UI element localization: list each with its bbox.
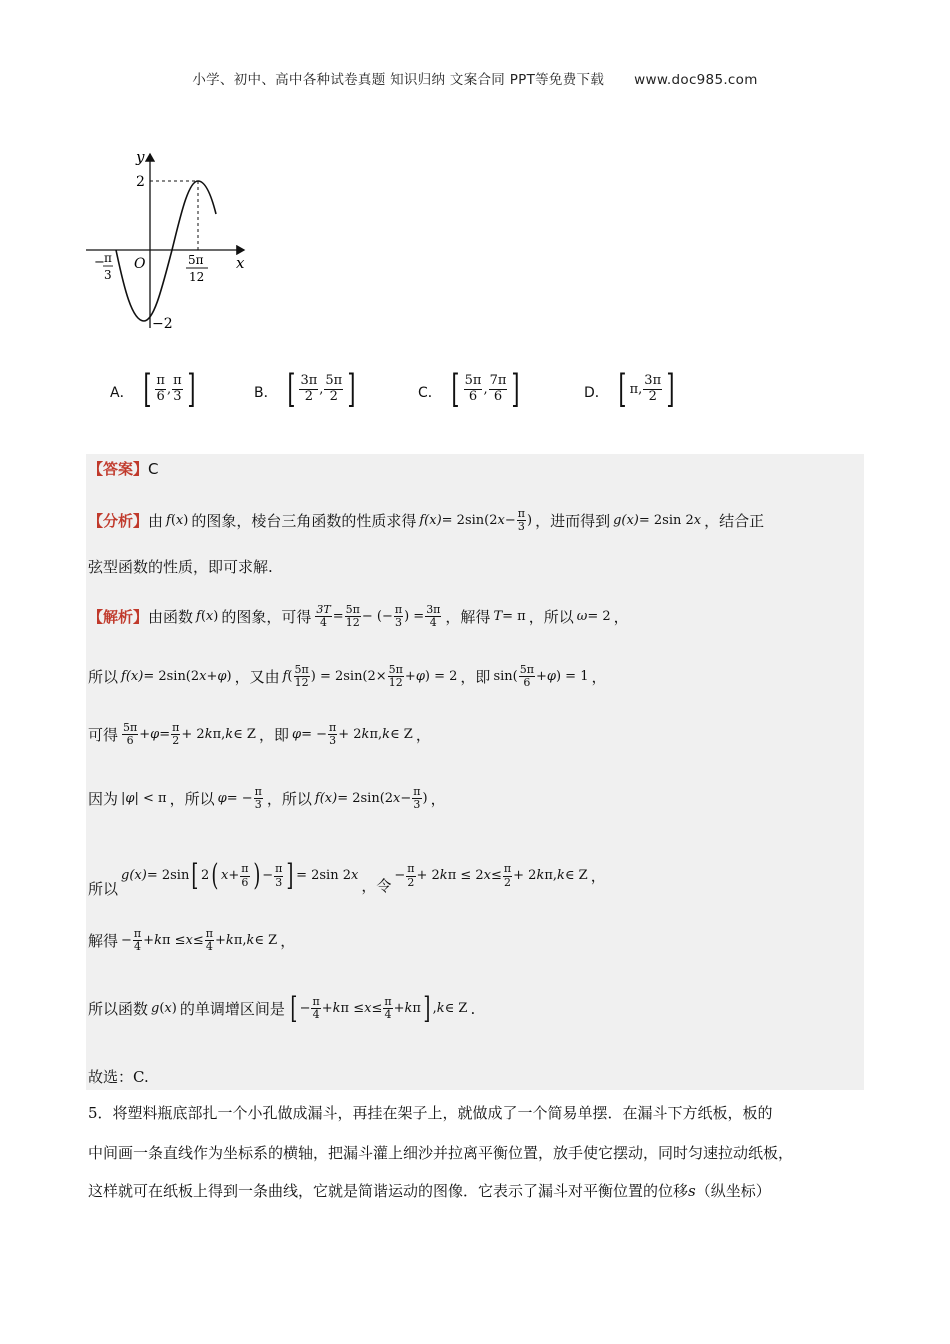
sine-graph [80, 138, 260, 338]
page-header [0, 68, 950, 88]
y-max-label: 2 [136, 174, 145, 190]
solution-end: 故选：C. [88, 1068, 149, 1086]
analysis-line-2: 弦型函数的性质，即可求解. [88, 558, 273, 576]
answer-value: C [148, 460, 159, 478]
x-axis-label: x [236, 254, 245, 272]
header-text: 小学、初中、高中各种试卷真题 知识归纳 文案合同 PPT等免费下载 [192, 72, 605, 88]
detail-line-2: 所以 f(x) = 2sin(2 x + φ ) ，又由 f ( $\frac{5\pi}{12}$ ) = 2sin(2× $\frac{5\pi}{12}$ + φ ) = 2 ，即 sin( $\frac{5\pi}{6}$ + φ ) = 1 ， [88, 663, 607, 690]
x-right-num: 5π [188, 253, 204, 267]
y-min-label: −2 [152, 316, 173, 332]
detail-line-7: 所以函数 g ( x ) 的单调增区间是 [ − $\frac{\pi}{4}$ + k π ≤ x ≤ $\frac{\pi}{4}$ + k π ] , k ∈ Z . [88, 990, 476, 1026]
answer-choices [0, 367, 950, 420]
answer-line: 【答案】 C [88, 460, 159, 478]
origin-label: O [134, 256, 146, 272]
sine-curve [116, 181, 216, 321]
detail-line-6: 解得 − $\frac{\pi}{4}$ + k π ≤ x ≤ $\frac{\pi}{4}$ + k π, k ∈ Z ， [88, 927, 296, 954]
choice-d[interactable]: D． [ π, $\frac{3\pi}{2}$ ] [584, 367, 675, 411]
choice-c[interactable]: C． [ $\frac{5\pi}{6}$ , $\frac{7\pi}{6}$ ] [418, 367, 520, 411]
detail-line-1: 【解析】 由函数 f ( x ) 的图象，可得 $\frac{3T}{4}$ = $\frac{5\pi}{12}$ − (− $\frac{\pi}{3}$ ) = $\frac{3\pi}{4}$ ，解得 T = π ，所以 ω = 2 ， [88, 603, 629, 630]
detail-line-4: 因为 | φ | < π ，所以 φ = − $\frac{\pi}{3}$ ，所以 f(x) = 2sin(2 x − $\frac{\pi}{3}$ ) ， [88, 785, 446, 812]
choice-b[interactable]: B． [ $\frac{3\pi}{2}$ , $\frac{5\pi}{2}$ ] [254, 367, 356, 411]
x-right-den: 12 [189, 270, 205, 284]
detail-line-3: 可得 $\frac{5\pi}{6}$ + φ = $\frac{\pi}{2}$ + 2 k π, k ∈ Z ，即 φ = − $\frac{\pi}{3}$ + 2 k π, k ∈ Z ， [88, 721, 431, 748]
detail-line-5: 所以 g(x) = 2sin [ 2 ( x + $\frac{\pi}{6}$ ) − $\frac{\pi}{3}$ ] = 2sin 2 x ，令 − $\frac{\pi}{2}$ + 2 k π ≤ 2 x ≤ $\frac{\pi}{2}$ + 2 k π, k ∈ Z ， [88, 858, 606, 898]
x-left-num: π [104, 251, 112, 265]
analysis-line-1: 【分析】 由 f ( x ) 的图象，棱台三角函数的性质求得 f(x) = 2sin(2 x − $\frac{\pi}{3}$ ) ，进而得到 g(x) = 2sin 2 x ，结合正 [88, 507, 765, 534]
header-url[interactable]: www.doc985.com [634, 72, 758, 88]
x-left-minus: − [94, 255, 105, 270]
solution-box [86, 454, 864, 1090]
y-axis-label: y [136, 148, 145, 166]
choice-a[interactable]: A． [ $\frac{\pi}{6}$ , $\frac{\pi}{3}$ ] [110, 367, 196, 411]
question5-line-1: 5．将塑料瓶底部扎一个小孔做成漏斗，再挂在架子上，就做成了一个简易单摆．在漏斗下方纸板，板的 [88, 1104, 773, 1122]
question5-line-2: 中间画一条直线作为坐标系的横轴，把漏斗灌上细沙并拉离平衡位置，放手使它摆动，同时匀速拉动纸板， [88, 1144, 794, 1162]
question5-line-3: 这样就可在纸板上得到一条曲线，它就是简谐运动的图像．它表示了漏斗对平衡位置的位移s（纵坐标） [88, 1182, 771, 1200]
x-left-den: 3 [104, 268, 112, 282]
